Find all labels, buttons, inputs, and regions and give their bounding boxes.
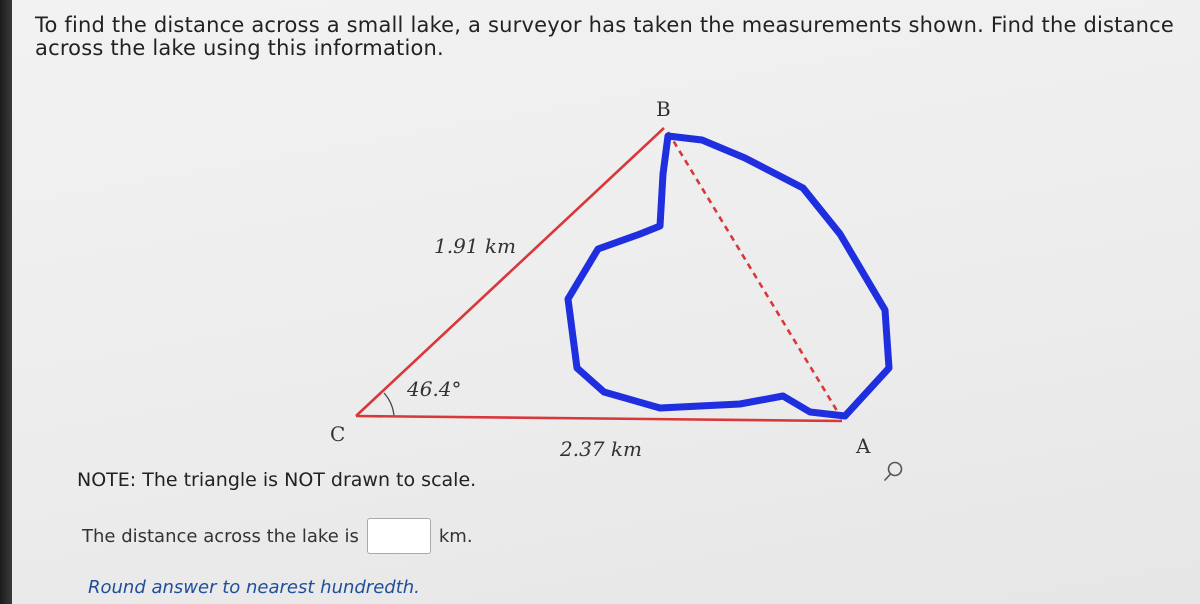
magnify-icon[interactable] bbox=[876, 458, 912, 488]
vertex-a-label: A bbox=[856, 434, 871, 458]
answer-prefix: The distance across the lake is bbox=[82, 525, 359, 547]
answer-row bbox=[82, 516, 473, 556]
answer-input[interactable] bbox=[367, 518, 431, 554]
angle-arc bbox=[384, 393, 394, 416]
lake-outline bbox=[568, 136, 889, 416]
vertex-b-label: B bbox=[656, 97, 671, 121]
angle-label: 46.4° bbox=[407, 377, 462, 401]
side-ca bbox=[356, 416, 842, 421]
answer-unit: km. bbox=[438, 525, 473, 547]
scale-note: NOTE: The triangle is NOT drawn to scale. bbox=[77, 469, 477, 491]
side-ca-label: 2.37 km bbox=[560, 437, 642, 461]
side-cb-label: 1.91 km bbox=[434, 234, 516, 258]
question-text: To find the distance across a small lake, a surveyor has taken the measurements shown. Find the distance across the lake using this information. bbox=[35, 13, 1175, 60]
rounding-instruction: Round answer to nearest hundredth. bbox=[88, 577, 420, 598]
distance-ab-dashed bbox=[668, 132, 842, 419]
vertex-c-label: C bbox=[330, 422, 346, 446]
side-cb bbox=[356, 128, 664, 416]
